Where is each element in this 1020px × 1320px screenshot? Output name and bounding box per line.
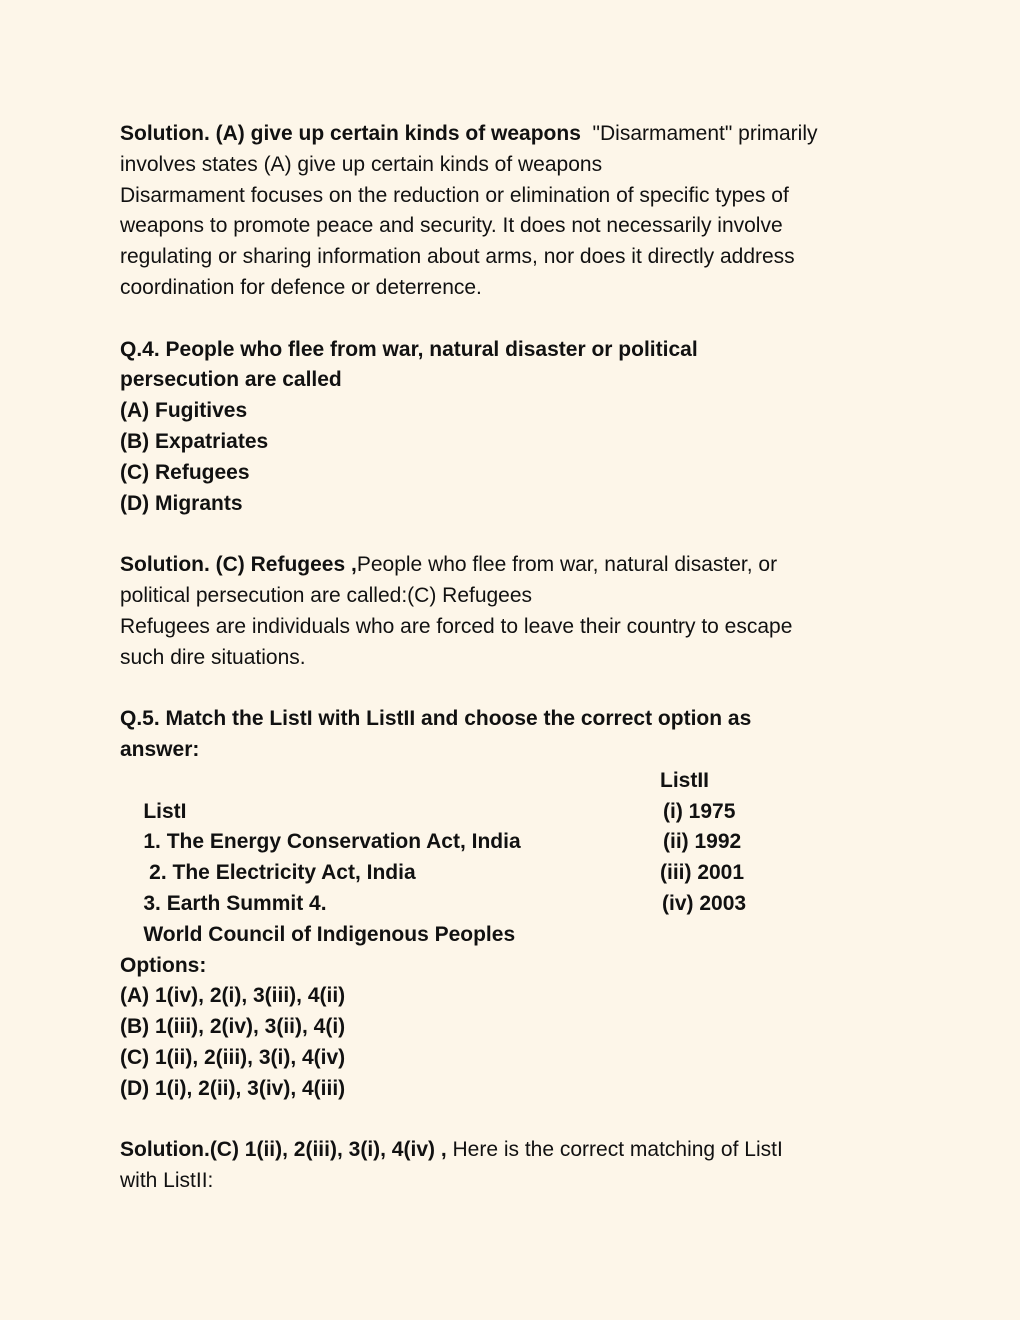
- q4-option: (A) Fugitives: [120, 399, 248, 423]
- q4-explanation-line: such dire situations.: [120, 645, 306, 669]
- q5-options-heading: Options:: [120, 953, 207, 977]
- list-2-item: (iii) 2001: [660, 861, 745, 885]
- q5-question-line: answer:: [120, 737, 200, 761]
- q4-question-line: Q.4. People who flee from war, natural disaster or political: [120, 337, 698, 361]
- list-1-item: World Council of Indigenous Peoples: [143, 922, 516, 946]
- list-1-header: ListI: [143, 799, 187, 823]
- q4-option: (C) Refugees: [120, 460, 250, 484]
- list-2-header: ListII: [660, 768, 710, 792]
- q5-solution-line-2: with ListII:: [120, 1169, 214, 1193]
- q4-option: (B) Expatriates: [120, 429, 269, 453]
- q4-question-line: persecution are called: [120, 368, 342, 392]
- q5-option: (B) 1(iii), 2(iv), 3(ii), 4(i): [120, 1015, 346, 1039]
- q3-explanation-line: coordination for defence or deterrence.: [120, 275, 482, 299]
- q5-solution-line-1: [120, 1135, 910, 1166]
- q4-option: (D) Migrants: [120, 491, 243, 515]
- spacer: [120, 673, 910, 704]
- q5-solution-text: Here is the correct matching of ListI: [452, 1138, 783, 1162]
- q3-solution-line-1: [120, 119, 910, 150]
- q3-solution-text: "Disarmament" primarily: [586, 122, 818, 145]
- match-row: [120, 889, 910, 946]
- q5-question-line: Q.5. Match the ListI with ListII and choose the correct option as: [120, 707, 752, 731]
- q5-solution-label: Solution.(C) 1(ii), 2(iii), 3(i), 4(iv) ,: [120, 1138, 453, 1162]
- q4-solution-label: Solution. (C) Refugees ,: [120, 553, 357, 577]
- list-1-item: 3. Earth Summit 4.: [143, 891, 327, 915]
- list-2-item: (iv) 2003: [662, 891, 747, 915]
- document-page: [120, 119, 910, 1197]
- list-1-item: 2. The Electricity Act, India: [143, 861, 416, 885]
- q4-solution-line-2: political persecution are called:(C) Refugees: [120, 583, 533, 607]
- list-1-item: 1. The Energy Conservation Act, India: [143, 830, 521, 854]
- q4-solution-line-1: [120, 550, 910, 581]
- list-2-item: (i) 1975: [663, 799, 736, 823]
- spacer: [120, 1105, 910, 1136]
- q5-option: (A) 1(iv), 2(i), 3(iii), 4(ii): [120, 984, 346, 1008]
- q5-option: (C) 1(ii), 2(iii), 3(i), 4(iv): [120, 1045, 346, 1069]
- spacer: [120, 519, 910, 550]
- q3-solution-line-2: involves states (A) give up certain kinds of weapons: [120, 152, 603, 176]
- q3-explanation-line: Disarmament focuses on the reduction or elimination of specific types of: [120, 183, 789, 207]
- q5-option: (D) 1(i), 2(ii), 3(iv), 4(iii): [120, 1076, 346, 1100]
- q3-explanation-line: weapons to promote peace and security. It does not necessarily involve: [120, 214, 783, 238]
- spacer: [120, 304, 910, 335]
- list-2-item: (ii) 1992: [663, 830, 742, 854]
- q4-explanation-line: Refugees are individuals who are forced to leave their country to escape: [120, 614, 793, 638]
- q3-solution-label: Solution. (A) give up certain kinds of weapons: [120, 122, 587, 145]
- q3-explanation-line: regulating or sharing information about arms, nor does it directly address: [120, 245, 795, 269]
- q4-solution-text: People who flee from war, natural disaster, or: [356, 553, 778, 577]
